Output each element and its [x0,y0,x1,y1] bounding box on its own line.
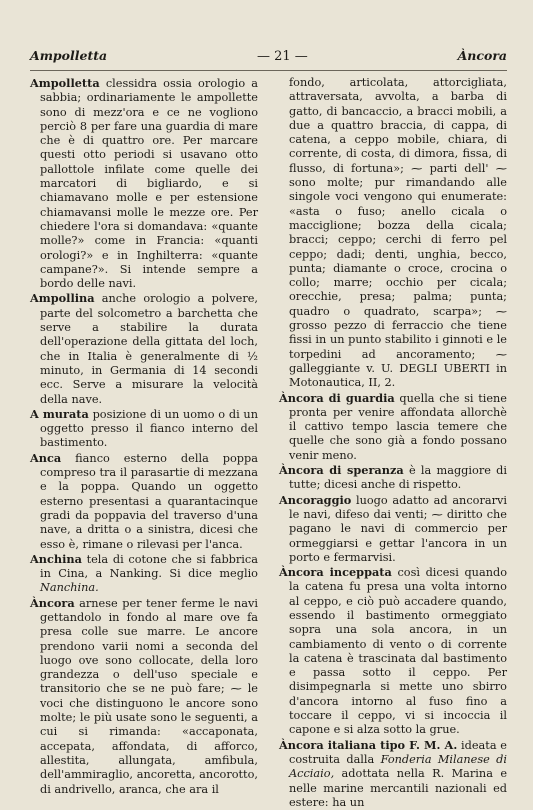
entry-ampolletta [30,76,258,291]
entry-ancora-di-speranza [279,463,507,493]
entry-italic: Nanchina. [40,581,99,595]
entry-text-tail: adottata nella R. Marina e nelle marine mercantili nazionali ed estere: ha un [289,767,507,809]
entry-anchina [30,552,258,596]
left-column [30,76,258,796]
entry-italic: Fonderia Milanese di Acciaio, [289,752,508,781]
entry-text: tela di cotone che si fabbrica in Cina, a Nanking. Si dice meglio [40,552,258,581]
header-right-guideword: Àncora [457,48,507,63]
entry-text: anche orologio a polvere, parte del solcometro a barchetta che serve a stabilire la durata dell'operazione della gittata del loch, che in Italia è generalmente di ½ minuto, in Germania di 14 secondi ecc. Serve a misurare la velocità della nave. [40,292,258,406]
entry-headword: Ampollina [30,291,95,306]
right-column [279,76,508,809]
entry-a-murata [30,407,258,451]
entry-ancora-inceppata [279,565,507,738]
entry-headword: Àncora di guardia [279,390,395,405]
entry-headword: A murata [30,406,89,421]
entry-headword: Anca [30,450,62,465]
entry-headword: Àncora [30,595,75,610]
entry-ancora [30,596,258,797]
entry-headword: Anchina [30,551,82,566]
entry-text: arnese per tener ferme le navi gettandolo in fondo al mare ove fa presa colle sue marre. Le ancore prendono varii nomi a seconda del luogo ove sono collocate, della loro grandezza o dell'uso speciale e transitorio che se ne può fare; ⁓ le voci che distinguono le ancore sono molte; le più usate sono le seguenti, a cui si rimanda: «accaponata, accepata, affondata, di afforco, allestita, allungata, amfibula, dell'ammiraglio, ancoretta, ancorotto, di andrivello, aranca, che ara il [40,596,258,796]
entry-text: posizione di un uomo o di un oggetto presso il fianco interno del bastimento. [40,407,258,450]
entry-text: luogo adatto ad ancorarvi le navi, difeso dai venti; ⁓ diritto che pagano le navi di commercio per ormeggiarsi e gettar l'ancora in un porto e fermarvisi. [289,493,507,564]
entry-headword: Ancoraggio [279,492,352,507]
header-left-guideword: Ampolletta [30,48,108,63]
entry-text: così dicesi quando la catena fu presa una volta intorno al ceppo, e ciò può accadere quando, essendo il bastimento ormeggiato sopra una sola ancora, in un cambiamento di vento o di corrente la catena è trascinata dal bastimento e passa sotto il ceppo. Per disimpegnarla si mette uno sbirro d'ancora intorno al fuso fino a toccare il ceppo, vi si incoccia il capone e si alza sotto la grue. [289,566,507,737]
entry-headword: Àncora di speranza [279,463,404,478]
entry-headword: Ampolletta [30,76,100,90]
entry-headword: Àncora italiana tipo F. M. A. [279,737,458,752]
entry-ampollina [30,291,258,406]
entry-ancoraggio [279,493,507,565]
entry-ancora-continued [279,76,507,391]
entry-text: è la maggiore di tutte; dicesi anche di rispetto. [289,464,508,492]
entry-text: fianco esterno della poppa compreso tra il parasartie di mezzana e la poppa. Quando un oggetto esterno presentasi a quarantacinque gradi da poppavia del traverso d'una nave, a dritta o a sinistra, dicesi che esso è, rimane o rilevasi per l'anca. [40,451,258,551]
page-number: — 21 — [256,49,308,64]
entry-text: ideata e costruita dalla [289,738,507,766]
entry-ancora-di-guardia [279,391,507,463]
entry-ancora-italiana [279,738,507,810]
entry-text: quella che si tiene pronta per venire affondata allorchè il cattivo tempo lascia temere che quelle che sono già a fondo possano venir meno. [289,391,507,462]
entry-text: clessidra ossia orologio a sabbia; ordinariamente le ampollette sono di mezz'ora e ce ne vogliono perciò 8 per fare una guardia di mare che è di quattro ore. Per marcare questi otto periodi si usavano otto pallottole infilate come quelle dei marcatori di bigliardo, e si chiamavano molle e per estensione chiamavansi molle le mezze ore. Per chiedere l'ora si domandava: «quante molle?» come in Francia: «quanti orologi?» e in Inghilterra: «quante campane?». Si intende sempre a bordo delle navi. [40,77,258,291]
entry-anca [30,451,258,552]
running-header [30,48,507,71]
text-columns [30,76,508,809]
entry-text: fondo, articolata, attorcigliata, attraversata, avvolta, a barba di gatto, di bancaccio, a bracci mobili, a due a quattro braccia, di cappa, di catena, a ceppo mobile, chiara, di corrente, di costa, di dimora, fissa, di flusso, di fortuna»; ⁓ parti dell' ⁓ sono molte; pur rimandando alle singole voci vengono qui enumerate: «asta o fuso; anello cicala o macciglione; bozza della cicala; bracci; ceppo; cerchi di ferro pel ceppo; dadi; denti, unghia, becco, punta; diamante o croce, crocina o collo; marre; occhio per cicala; orecchie, presa; palma; punta; quadro o quadrato, scarpa»; ⁓ grosso pezzo di ferraccio che tiene fissi in un punto stabilito i ginnoti e le torpedini ad ancoramento; ⁓ galleggiante v. U. DEGLI UBERTI in Motonautica, II, 2. [289,76,507,390]
entry-headword: Àncora inceppata [279,565,392,580]
